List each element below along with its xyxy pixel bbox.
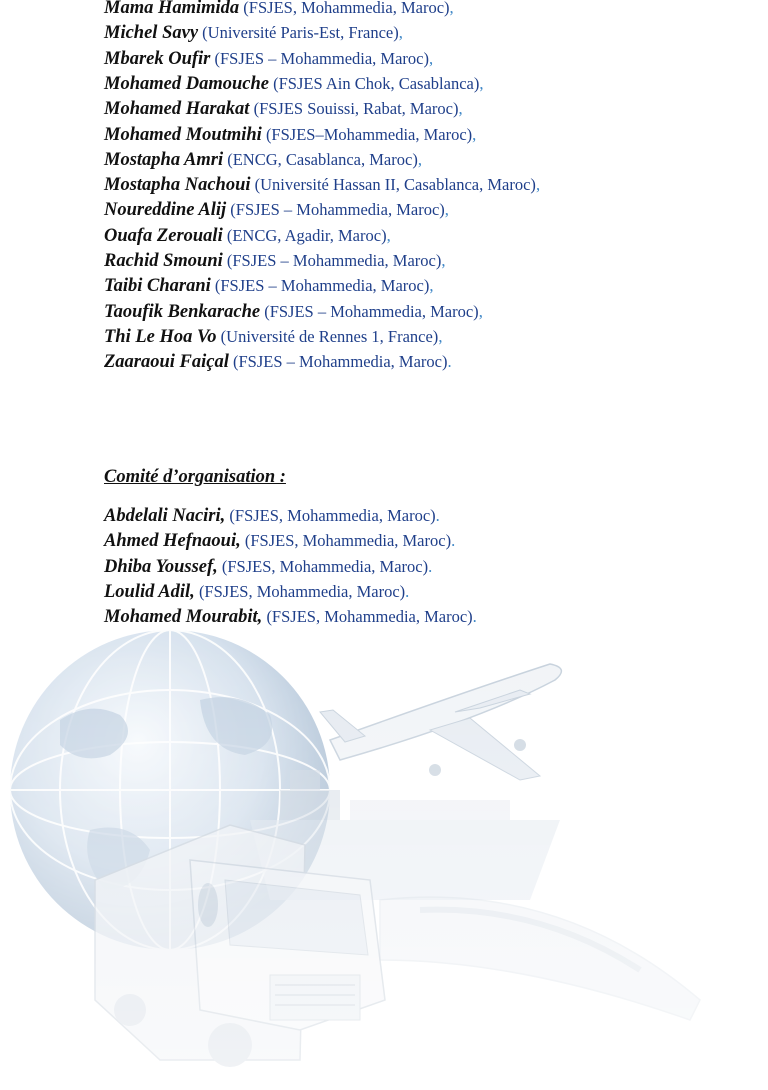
committee-member: [104, 200, 449, 220]
committee-member: [104, 557, 432, 577]
member-name: Abdelali Naciri,: [104, 506, 226, 526]
organizing-committee-heading: Comité d’organisation :: [104, 467, 286, 487]
committee-member: [104, 125, 476, 145]
entry-punctuation: .: [447, 352, 452, 372]
member-name: Ahmed Hefnaoui,: [104, 531, 241, 552]
member-name: Dhiba Youssef,: [104, 556, 218, 577]
entry-punctuation: .: [451, 531, 456, 551]
committee-member: [104, 506, 440, 526]
member-affiliation: (FSJES – Mohammedia, Maroc): [214, 48, 429, 68]
member-name: Loulid Adil,: [104, 581, 195, 602]
member-name: Mohamed Mourabit,: [104, 607, 263, 628]
member-affiliation: (FSJES, Mohammedia, Maroc): [198, 581, 406, 601]
committee-member: [104, 352, 452, 372]
member-affiliation: (ENCG, Casablanca, Maroc): [227, 149, 418, 169]
member-affiliation: (FSJES–Mohammedia, Maroc): [265, 124, 473, 144]
entry-punctuation: ,: [449, 0, 454, 17]
entry-punctuation: ,: [429, 276, 434, 296]
committee-member: [104, 49, 433, 69]
member-name: Thi Le Hoa Vo: [104, 326, 217, 347]
committee-member: [104, 607, 477, 627]
member-name: Noureddine Alij: [104, 200, 227, 221]
member-affiliation: (FSJES Souissi, Rabat, Maroc): [253, 99, 459, 119]
entry-punctuation: ,: [478, 301, 483, 321]
member-affiliation: (FSJES, Mohammedia, Maroc): [229, 506, 436, 525]
member-name: Mama Hamimida: [104, 0, 240, 18]
member-affiliation: (FSJES – Mohammedia, Maroc): [233, 352, 448, 372]
committee-member: [104, 0, 454, 18]
committee-member: [104, 327, 442, 347]
entry-punctuation: .: [435, 506, 440, 525]
member-name: Taibi Charani: [104, 276, 211, 297]
entry-punctuation: .: [428, 556, 433, 576]
member-affiliation: (FSJES, Mohammedia, Maroc): [244, 531, 452, 551]
committee-member: [104, 150, 422, 170]
entry-punctuation: ,: [417, 149, 422, 169]
member-name: Mohamed Moutmihi: [104, 124, 262, 145]
member-affiliation: (FSJES – Mohammedia, Maroc): [214, 276, 430, 296]
member-name: Mostapha Amri: [104, 149, 224, 170]
member-name: Michel Savy: [104, 23, 199, 44]
member-affiliation: (FSJES – Mohammedia, Maroc): [264, 301, 479, 321]
member-name: Mohamed Damouche: [104, 73, 269, 94]
member-affiliation: (FSJES, Mohammedia, Maroc): [243, 0, 450, 17]
entry-punctuation: ,: [479, 73, 484, 93]
entry-punctuation: ,: [472, 124, 477, 144]
entry-punctuation: ,: [386, 225, 391, 245]
entry-punctuation: .: [405, 581, 410, 601]
entry-punctuation: ,: [535, 175, 541, 195]
committee-member: [104, 175, 540, 195]
committee-member: [104, 23, 403, 43]
member-name: Mostapha Nachoui: [104, 175, 251, 196]
entry-punctuation: ,: [438, 326, 443, 346]
member-affiliation: (FSJES, Mohammedia, Maroc): [266, 607, 473, 627]
committee-member: [104, 582, 409, 602]
member-name: Ouafa Zerouali: [104, 225, 223, 246]
member-name: Mohamed Harakat: [104, 99, 250, 120]
committee-member: [104, 251, 446, 271]
committee-member: [104, 302, 483, 322]
entry-punctuation: .: [472, 607, 477, 627]
member-affiliation: (Université Paris-Est, France): [202, 23, 399, 43]
member-affiliation: (FSJES Ain Chok, Casablanca): [273, 73, 480, 93]
member-name: Mbarek Oufir: [104, 48, 211, 69]
member-affiliation: (Université de Rennes 1, France): [220, 326, 439, 346]
entry-punctuation: ,: [429, 48, 434, 68]
entry-punctuation: ,: [441, 251, 446, 270]
member-name: Taoufik Benkarache: [104, 301, 261, 322]
committee-member: [104, 99, 463, 119]
entry-punctuation: ,: [444, 200, 449, 220]
entry-punctuation: ,: [398, 23, 403, 43]
member-affiliation: (FSJES, Mohammedia, Maroc): [221, 556, 429, 576]
member-affiliation: (FSJES – Mohammedia, Maroc): [226, 251, 442, 270]
committee-member: [104, 276, 434, 296]
member-affiliation: (ENCG, Agadir, Maroc): [226, 225, 387, 245]
member-name: Zaaraoui Faiçal: [104, 352, 229, 373]
member-name: Rachid Smouni: [104, 251, 223, 271]
member-affiliation: (FSJES – Mohammedia, Maroc): [230, 200, 445, 220]
committee-member: [104, 531, 455, 551]
entry-punctuation: ,: [458, 99, 463, 119]
member-affiliation: (Université Hassan II, Casablanca, Maroc): [254, 175, 536, 195]
committee-member: [104, 74, 483, 94]
committee-member: [104, 226, 391, 246]
